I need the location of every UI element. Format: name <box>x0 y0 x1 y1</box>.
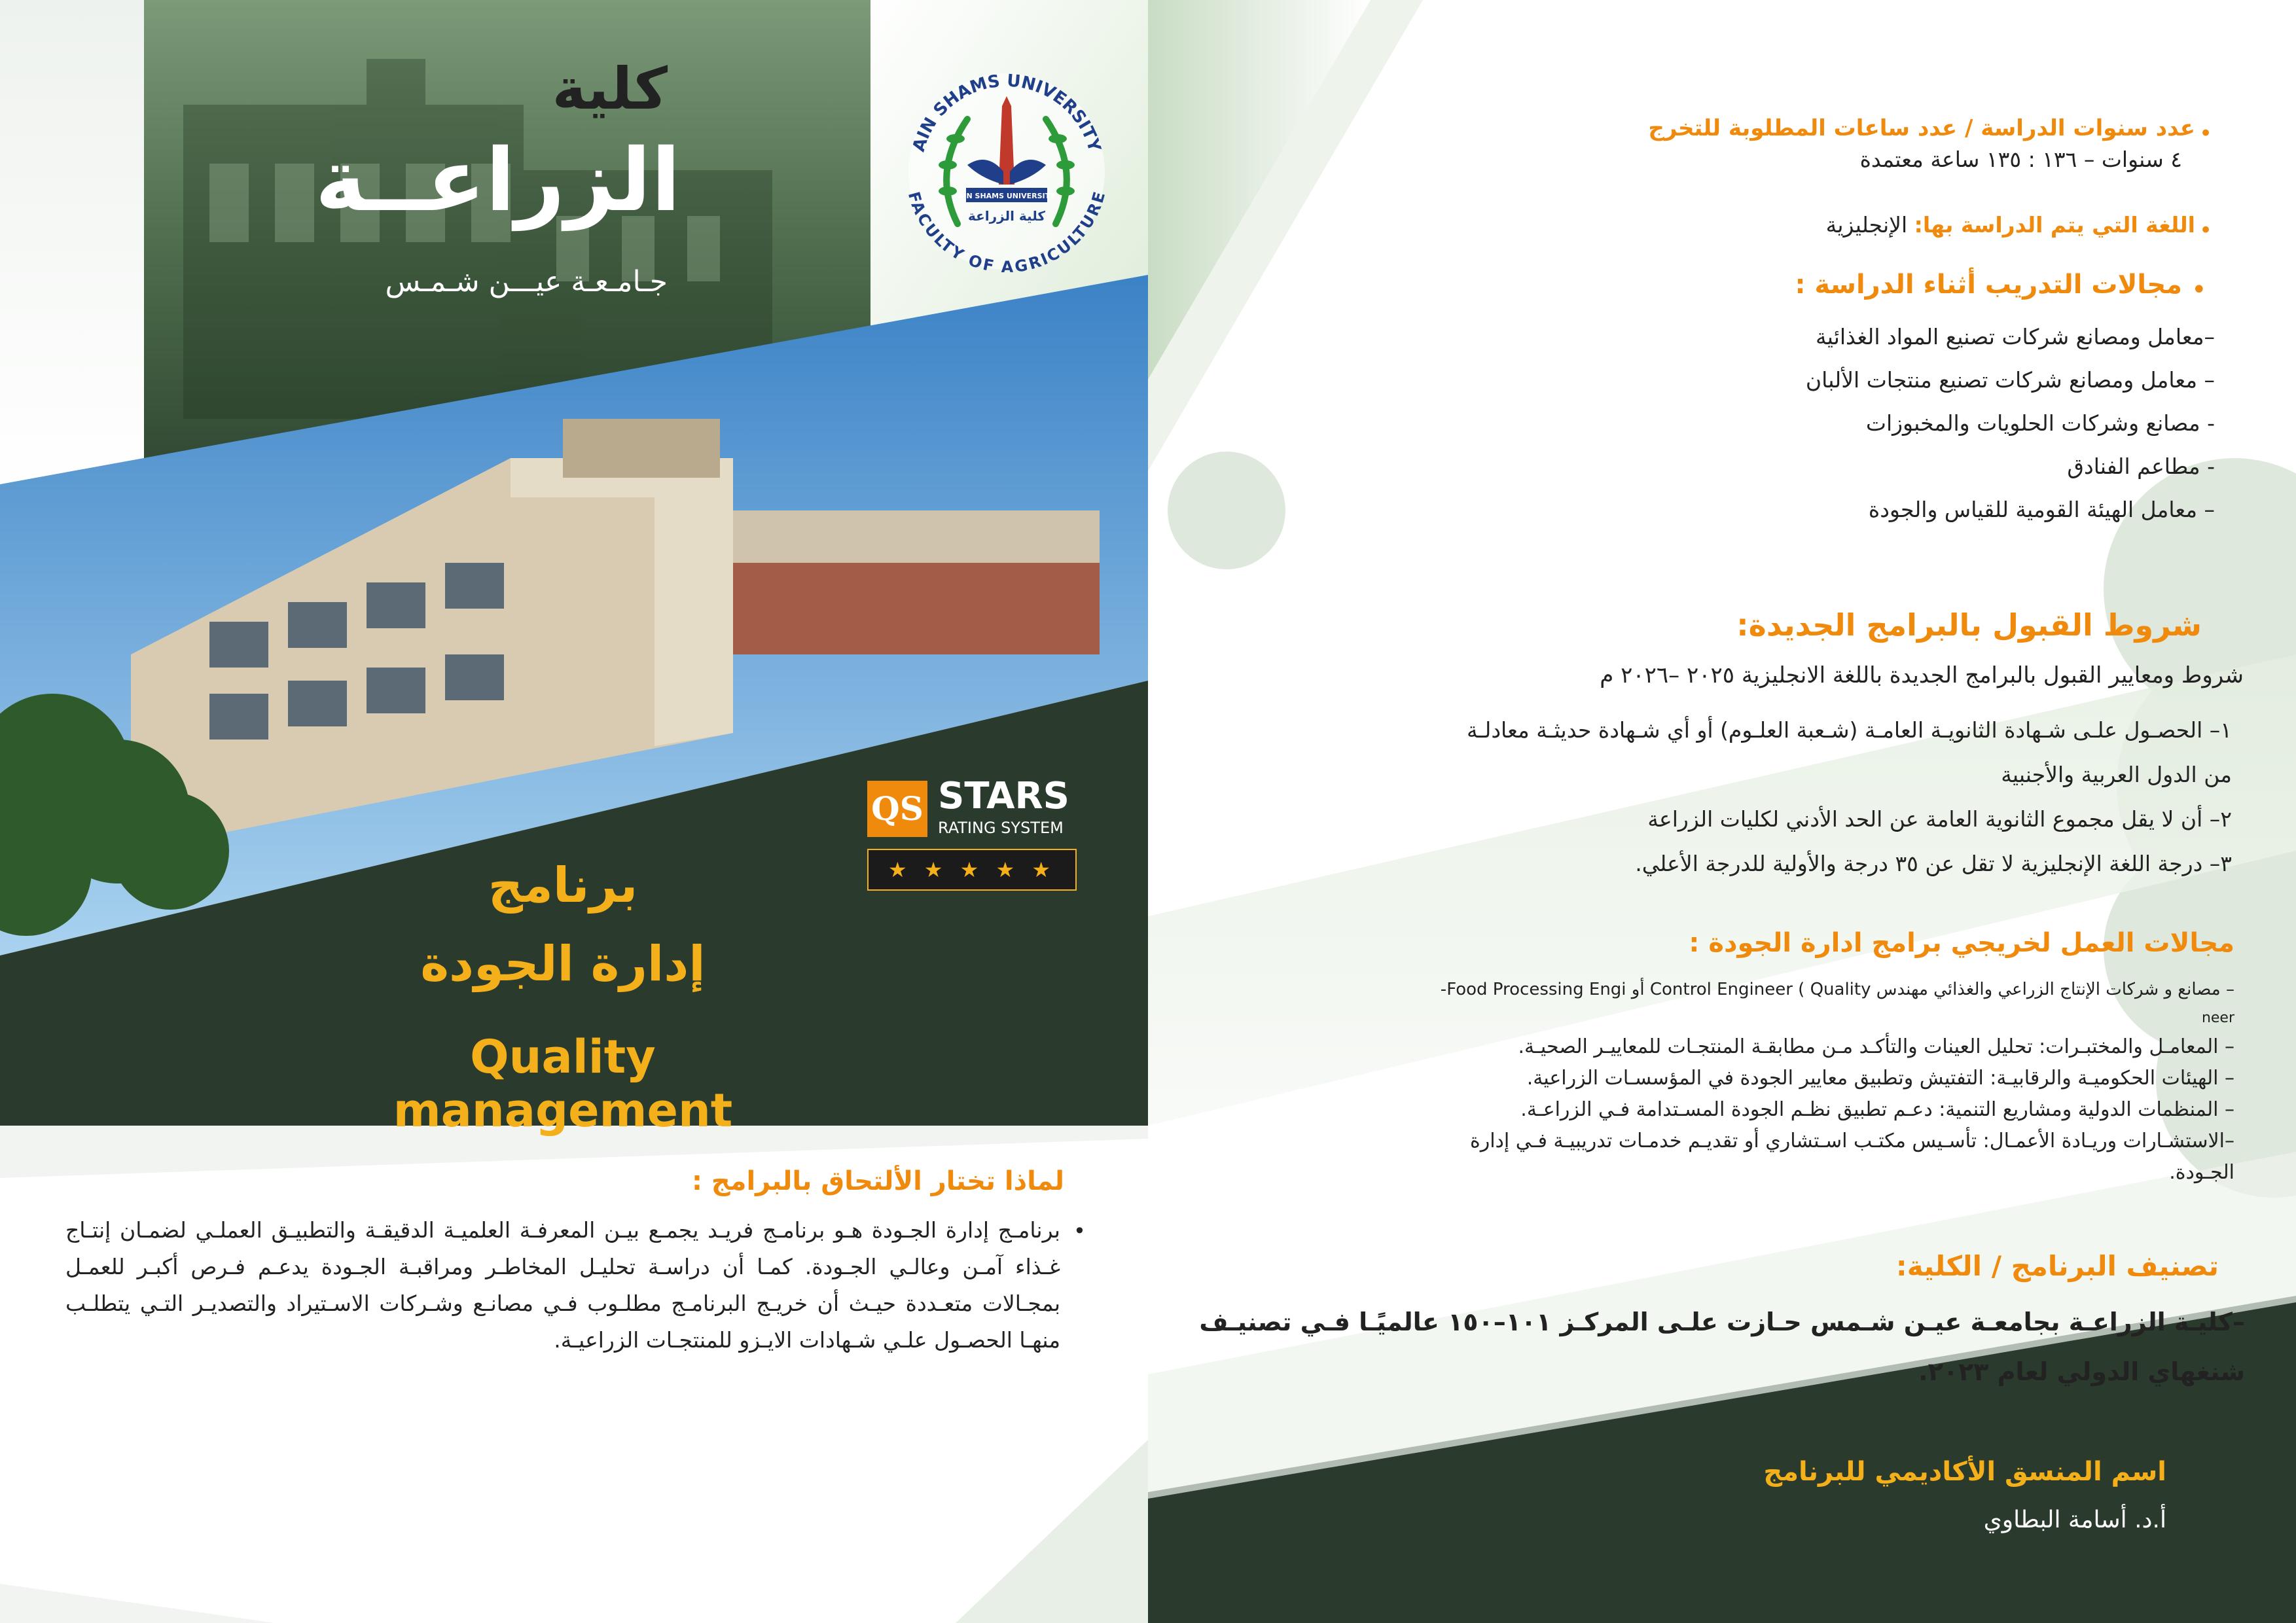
list-item: – معامل ومصانع شركات تصنيع منتجات الألبان <box>1805 367 2215 393</box>
qs-stars-badge <box>867 776 1077 892</box>
coordinator-name: أ.د. أسامة البطاوي <box>1983 1507 2166 1533</box>
university-logo <box>895 60 1118 283</box>
list-item: – المعامـل والمختبـرات: تحليل العينات والتأكـد مـن مطابقـة المنتجـات للمعاييـر الصحيـة. <box>1518 1035 2234 1058</box>
coordinator-heading: اسم المنسق الأكاديمي للبرنامج <box>1763 1457 2166 1487</box>
list-item: - مطاعم الفنادق <box>2067 454 2215 479</box>
training-list <box>1410 315 2215 531</box>
why-bullet: • <box>1073 1219 1086 1243</box>
why-heading: لماذا تختار الألتحاق بالبرامج : <box>691 1166 1064 1196</box>
list-item: –الاستشـارات وريـادة الأعمـال: تأسـيس مكتـب اسـتشاري أو تقديـم خدمـات تدريبيـة فـي إدارة <box>1470 1130 2234 1152</box>
list-item: –معامل ومصانع شركات تصنيع المواد الغذائية <box>1816 324 2215 349</box>
list-item: ٢– أن لا يقل مجموع الثانوية العامة عن الحد الأدني لكليات الزراعة <box>1647 806 2232 832</box>
right-panel <box>1148 0 2296 1623</box>
admission-intro: شروط ومعايير القبول بالبرامج الجديدة باللغة الانجليزية ٢٠٢٥ –٢٠٢٦ م <box>1600 662 2244 688</box>
ranking-heading: تصنيف البرنامج / الكلية: <box>1895 1250 2219 1282</box>
program-name: إدارة الجودة <box>420 936 706 992</box>
star-rating: ★ ★ ★ ★ ★ <box>867 849 1077 891</box>
admission-list <box>1200 708 2232 886</box>
training-bullet-icon: • <box>2191 275 2207 305</box>
faculty-title-line1: كلية <box>552 55 668 122</box>
list-item: الجـودة. <box>2169 1161 2234 1184</box>
ranking-body-line2: شنغهاي الدولي لعام ٢٠٢٣. <box>1918 1357 2245 1386</box>
list-item: – معامل الهيئة القومية للقياس والجودة <box>1868 497 2215 522</box>
list-item: من الدول العربية والأجنبية <box>2001 762 2232 787</box>
program-label: برنامج <box>488 857 638 914</box>
training-heading: مجالات التدريب أثناء الدراسة : <box>1795 270 2182 300</box>
building-sign <box>563 419 720 478</box>
rating-system-label: RATING SYSTEM <box>938 819 1064 837</box>
list-item: ١– الحصـول علـى شـهادة الثانويـة العامـة (شـعبة العلـوم) أو أي شـهادة حديثـة معادلـة <box>1466 717 2232 743</box>
qs-logo: QS <box>867 781 927 837</box>
admission-heading: شروط القبول بالبرامج الجديدة: <box>1736 607 2202 643</box>
language-heading: اللغة التي يتم الدراسة بها: <box>1914 212 2195 238</box>
language-value: الإنجليزية <box>1825 212 1908 238</box>
list-item: – مصانع و شركات الإنتاج الزراعي والغذائي مهندس Control Engineer ( Quality أو Food Processing Engi- <box>1440 980 2234 999</box>
university-subtitle: جـامـعـة عيـــن شـمـس <box>385 265 668 298</box>
list-item: neer <box>2201 1010 2234 1026</box>
faculty-title-line2: الزراعــة <box>315 130 681 231</box>
ranking-body-line1: –كليـة الزراعـة بجامعـة عيـن شـمس حـازت علـى المركـز ١٠١–١٥٠ عالميًـا فـي تصنيـف <box>1199 1308 2245 1336</box>
duration-bullet-icon: • <box>2199 120 2213 147</box>
logo-ribbon-text: AIN SHAMS UNIVERSITY <box>958 192 1056 200</box>
list-item: – المنظمات الدولية ومشاريع التنمية: دعـم تطبيق نظـم الجودة المسـتدامة فـي الزراعـة. <box>1520 1098 2234 1121</box>
language-bullet-icon: • <box>2199 217 2213 243</box>
logo-arc-top-text: AIN SHAMS UNIVERSITY <box>908 71 1105 154</box>
why-body: برنامـج إدارة الجـودة هـو برنامـج فريـد يجمـع بيـن المعرفـة العلميـة الدقيقـة والتطبيـق العملـي لضمـان إنتـاج غـذاء آمـن وعالـي الجـودة. كمـا أن دراسـة تحليـل المخاطـر ومراقبـة الجـودة يدعـم فـرص أكبـر للعمـل بمجـالات متعـددة حيـث أن خريـج البرنامـج مطلـوب فـي مصانـع وشـركات الاسـتيراد والتصديـر التـي يتطلـب منهـا الحصـول علـي شـهادات الايـزو للمنتجـات الزراعيـة. <box>65 1217 1060 1353</box>
stars-title: STARS <box>938 775 1069 817</box>
duration-heading: عدد سنوات الدراسة / عدد ساعات المطلوبة للتخرج <box>1648 115 2195 141</box>
list-item: ٣– درجة اللغة الإنجليزية لا تقل عن ٣٥ درجة والأولية للدرجة الأعلي. <box>1635 851 2232 876</box>
careers-list <box>1213 974 2234 1188</box>
language-line <box>1410 212 2195 238</box>
duration-value: ٤ سنوات – ١٣٦ : ١٣٥ ساعة معتمدة <box>1859 147 2182 172</box>
logo-emblem-icon <box>895 60 1118 283</box>
program-name-english: Quality management <box>393 1030 733 1137</box>
logo-arc-bottom-text: FACULTY OF AGRICULTURE <box>904 190 1109 277</box>
list-item: – الهيئات الحكوميـة والرقابيـة: التفتيش وتطبيق معايير الجودة في المؤسسـات الزراعية. <box>1526 1067 2234 1090</box>
careers-heading: مجالات العمل لخريجي برامج ادارة الجودة : <box>1689 928 2234 958</box>
list-item: - مصانع وشركات الحلويات والمخبوزات <box>1865 410 2215 436</box>
logo-inner-text: كلية الزراعة <box>967 208 1046 224</box>
